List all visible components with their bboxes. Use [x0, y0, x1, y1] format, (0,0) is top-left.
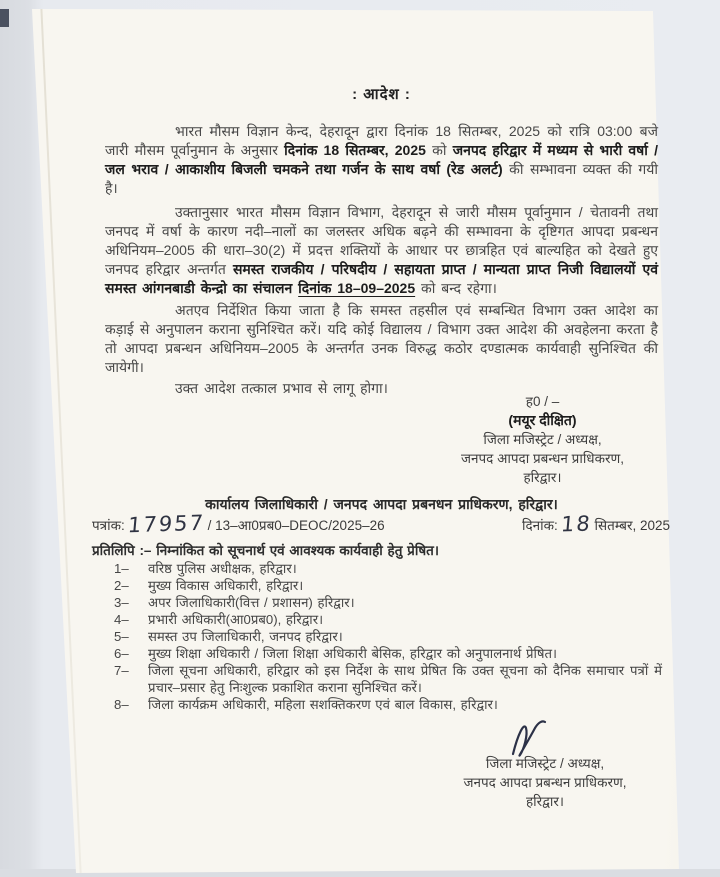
- list-item-text: मुख्य विकास अधिकारी, हरिद्वार।: [148, 578, 304, 593]
- signatory-post-line3: हरिद्वार।: [523, 470, 562, 485]
- para2-bold-schools: समस्त राजकीय / परिषदीय / सहायता प्राप्त / मान्यता प्राप्त निजी विद्यालयों एवं समस्त आंगनबाडी केन्द्रो का संचालन: [105, 261, 658, 296]
- paragraph-closure-order: [105, 203, 658, 298]
- signatory-name: (मयूर दीक्षित): [508, 412, 577, 428]
- signatory-post-line1: जिला मजिस्ट्रेट / अध्यक्ष,: [483, 432, 602, 447]
- reference-and-date-row: [92, 510, 670, 538]
- signatory-post-line3: हरिद्वार।: [525, 794, 565, 809]
- list-item-number: 5–: [114, 629, 129, 644]
- copy-distribution-list: [114, 560, 662, 713]
- list-item: [114, 594, 662, 611]
- para1-bold-date: दिनांक 18 सितम्बर, 2025: [284, 142, 426, 158]
- list-item-text: मुख्य शिक्षा अधिकारी / जिला शिक्षा अधिकारी बेसिक, हरिद्वार को अनुपालनार्थ प्रेषित।: [148, 646, 558, 661]
- signatory-block-bottom: [430, 754, 660, 811]
- list-item-number: 3–: [114, 595, 129, 610]
- list-item: [114, 577, 662, 594]
- signatory-post-line2: जनपद आपदा प्रबन्धन प्राधिकरण,: [460, 451, 625, 466]
- list-item-text: वरिष्ठ पुलिस अधीक्षक, हरिद्वार।: [148, 561, 297, 576]
- order-title: : आदेश :: [352, 86, 411, 103]
- para2-text: को बन्द रहेगा।: [415, 280, 497, 296]
- list-item: [114, 662, 662, 696]
- list-item-text: प्रभारी अधिकारी(आ0प्रब0), हरिद्वार।: [148, 612, 324, 627]
- para2-underlined-date: दिनांक 18–09–2025: [298, 280, 416, 296]
- list-item: [114, 611, 662, 628]
- paragraph-compliance-warning: अतएव निर्देशित किया जाता है कि समस्त तहसील एवं सम्बन्धित विभाग उक्त आदेश का कड़ाई से अनुपालन कराना सुनिश्चित करें। यदि कोई विद्यालय / विभाग उक्त आदेश की अवहेलना करता है तो आपदा प्रबन्धन अधिनियम–2005 के अन्तर्गत उनक विरुद्ध कठोर दण्डात्मक कार्यवाही सुनिश्चित की जायेगी।: [105, 302, 658, 375]
- list-item-number: 8–: [114, 697, 129, 712]
- para1-text: भारत मौसम विज्ञान केन्द, देहरादून द्वारा दिनांक 18 सितम्बर, 2025 को रात्रि 03:00 बजे जारी मौसम पूर्वानुमान के अनुसार: [105, 123, 658, 158]
- signed-abbreviation: ह0 / –: [525, 394, 560, 409]
- signatory-post-line1: जिला मजिस्ट्रेट / अध्यक्ष,: [485, 756, 605, 771]
- letter-date-label: दिनांक:: [522, 518, 558, 533]
- list-item: [114, 696, 662, 713]
- list-item-number: 2–: [114, 578, 129, 593]
- list-item-text: अपर जिलाधिकारी(वित्त / प्रशासन) हरिद्वार।: [148, 595, 355, 610]
- signatory-post-line2: जनपद आपदा प्रबन्धन प्राधिकरण,: [463, 775, 627, 790]
- letter-number-label: पत्रांक:: [92, 518, 125, 533]
- list-item-text: समस्त उप जिलाधिकारी, जनपद हरिद्वार।: [148, 629, 343, 644]
- para1-text: को: [425, 142, 453, 158]
- list-item: [114, 645, 662, 662]
- paragraph-immediate-effect: उक्त आदेश तत्काल प्रभाव से लागू होगा।: [175, 380, 388, 396]
- letter-date: [522, 511, 670, 537]
- list-item-text: जिला सूचना अधिकारी, हरिद्वार को इस निर्देश के साथ प्रेषित कि उक्त सूचना को दैनिक समाचार पत्रों में प्रचार–प्रसार हेतु निःशुल्क प्रकाशित कराना सुनिश्चित करें।: [148, 663, 662, 695]
- issuing-office-line: कार्यालय जिलाधिकारी / जनपद आपदा प्रबनधन प्राधिकरण, हरिद्वार।: [205, 496, 558, 512]
- scan-corner-artifact: [0, 9, 9, 27]
- letter-number: [92, 510, 385, 538]
- copy-distribution-heading: प्रतिलिपि :– निम्नांकित को सूचनार्थ एवं आवश्यक कार्यवाही हेतु प्रेषित।: [92, 543, 439, 558]
- letter-date-rest: सितम्बर, 2025: [594, 518, 670, 533]
- list-item: [114, 628, 662, 645]
- list-item: [114, 560, 662, 577]
- handwritten-date: 18: [559, 511, 593, 537]
- list-item-number: 4–: [114, 612, 129, 627]
- para1-text: की सम्भावना व्यक्त की गयी है।: [105, 161, 659, 196]
- letter-number-rest: / 13–आ0प्रब0–DEOC/2025–26: [207, 518, 385, 533]
- handwritten-letter-number: 17957: [126, 510, 206, 538]
- page-edge-shadow: [40, 0, 82, 876]
- signatory-block-top: [425, 392, 660, 487]
- list-item-number: 1–: [114, 561, 129, 576]
- list-item-number: 6–: [114, 646, 129, 661]
- para2-text: उक्तानुसार भारत मौसम विज्ञान विभाग, देहरादून से जारी मौसम पूर्वानुमान / चेतावनी तथा जनपद में वर्षा के कारण नदी–नालों का जलस्तर अधिक बढ़ने की सम्भावना के दृष्टिगत आपदा प्रबन्धन अधिनियम–2005 की धारा–30(2) में प्रदत्त शक्तियों के आधार पर छात्रहित एवं बाल्यहित को देखते हुए जनपद हरिद्वार अन्तर्गत: [105, 204, 658, 277]
- list-item-text: जिला कार्यक्रम अधिकारी, महिला सशक्तिकरण एवं बाल विकास, हरिद्वार।: [148, 697, 498, 712]
- list-item-number: 7–: [114, 663, 129, 678]
- para1-bold-alert: जनपद हरिद्वार में मध्यम से भारी वर्षा / जल भराव / आकाशीय बिजली चमकने तथा गर्जन के साथ वर्षा (रेड अलर्ट): [105, 142, 658, 177]
- paragraph-weather-forecast: [105, 122, 658, 198]
